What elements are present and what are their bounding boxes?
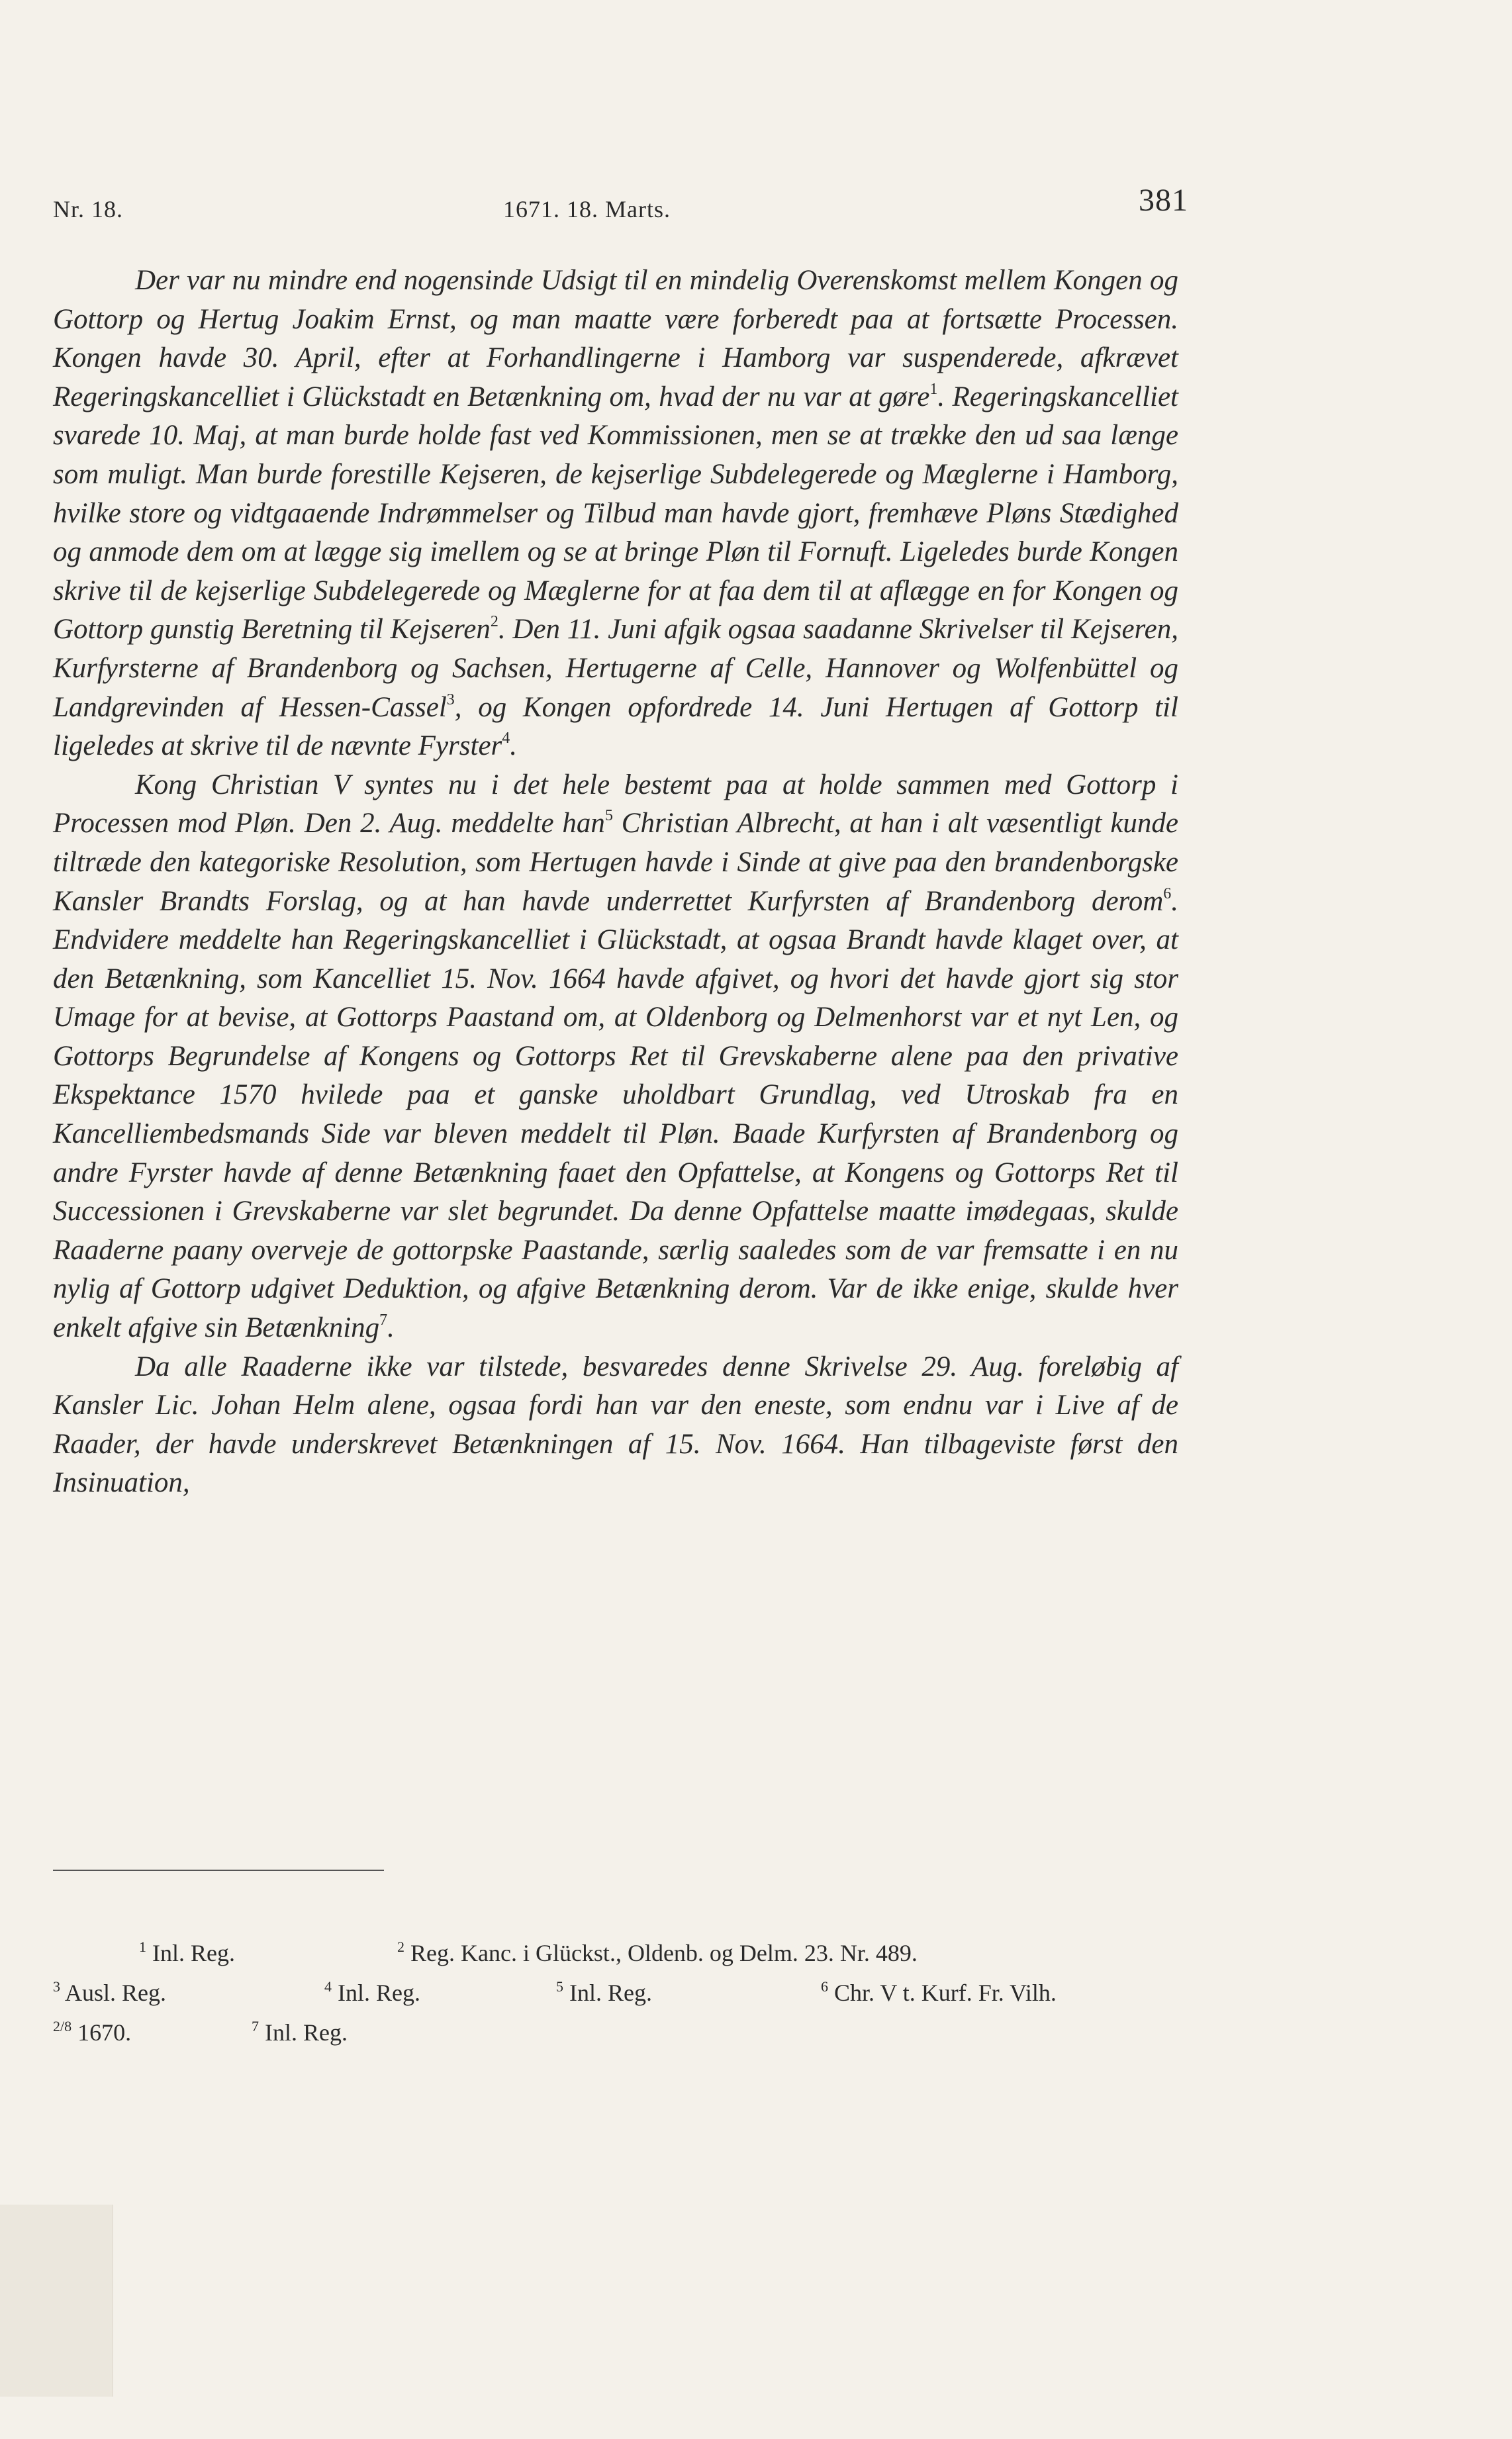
- footnote-4: $^4$ Inl. Reg.: [324, 1978, 420, 2006]
- main-text: [53, 262, 1178, 1503]
- footnote-ref: 2: [490, 613, 498, 631]
- footnote-6-cont: $^{2/8}$ 1670.: [53, 2018, 132, 2046]
- paragraph-text: Kong Christian V syntes nu i det hele bestemt paa at holde sammen med Gottorp i Processen mod Pløn. Den 2. Aug. meddelte han: [53, 769, 1178, 839]
- paragraph-text: Christian Albrecht, at han i alt væsentligt kunde tiltræde den kategoriske Resolution, som Hertugen havde i Sinde at give paa den brandenborgske Kansler Brandts Forslag, og at han havde underrettet Kurfyrsten af Brandenborg derom: [53, 808, 1178, 917]
- paragraph-text: . Den 11. Juni afgik ogsaa saadanne Skrivelser til Kejseren, Kurfyrsterne af Brandenborg og Sachsen, Hertugerne af Celle, Hannover og Wolfenbüttel og Landgrevinden af Hessen-Cassel: [53, 614, 1179, 723]
- footnote-ref: 5: [604, 807, 613, 825]
- footnote-ref: 3: [446, 691, 455, 708]
- footnotes: [53, 1933, 1178, 2052]
- footnote-row: [53, 2013, 1178, 2052]
- footnote-1: $^1$ Inl. Reg.: [139, 1938, 235, 1966]
- scan-artifact: [0, 2205, 113, 2397]
- footnote-ref: 1: [929, 380, 938, 398]
- footnote-ref: 4: [502, 730, 510, 747]
- paragraph-text: . Endvidere meddelte han Regeringskancelliet i Glückstadt, at ogsaa Brandt havde klaget over, at den Betænkning, som Kancelliet 15. Nov. 1664 havde afgivet, og hvori det havde gjort sig stor Umage for at bevise, at Gottorps Paastand om, at Oldenborg og Delmenhorst var et nyt Len, og Gottorps Begrundelse af Kongens og Gottorps Ret til Grevskaberne alene paa den privative Ekspektance 1570 hvilede paa et ganske uholdbart Grundlag, ved Utroskab fra en Kancelliembedsmands Side var bleven meddelt til Pløn. Baade Kurfyrsten af Brandenborg og andre Fyrster havde af denne Betænkning faaet den Opfattelse, at Kongens og Gottorps Ret til Successionen i Grevskaberne var slet begrundet. Da denne Opfattelse maatte imødegaas, skulde Raaderne paany overveje de gottorpske Paastande, særlig saaledes som de var fremsatte i en nu nylig af Gottorp udgivet Deduktion, og afgive Betænkning derom. Var de ikke enige, skulde hver enkelt afgive sin Betænkning: [53, 885, 1178, 1344]
- footnote-3: $^3$ Ausl. Reg.: [53, 1978, 167, 2006]
- footnote-ref: 7: [379, 1312, 388, 1329]
- footnote-5: $^5$ Inl. Reg.: [556, 1978, 652, 2006]
- document-number: Nr. 18.: [53, 196, 123, 222]
- footnote-6: $^6$ Chr. V t. Kurf. Fr. Vilh.: [821, 1978, 1057, 2006]
- footnote-7: $^7$ Inl. Reg.: [252, 2018, 348, 2046]
- paragraph: [53, 766, 1178, 1348]
- paragraph-text: , og Kongen opfordrede 14. Juni Hertugen af Gottorp til ligeledes at skrive til de nævnte Fyrster: [53, 691, 1178, 762]
- header-date: 1671. 18. Marts.: [503, 196, 671, 222]
- paragraph-text: Da alle Raaderne ikke var tilstede, besvaredes denne Skrivelse 29. Aug. foreløbig af Kansler Lic. Johan Helm alene, ogsaa fordi han var den eneste, som endnu var i Live af de Raader, der havde underskrevet Betænkningen af 15. Nov. 1664. Han tilbageviste først den Insinuation,: [53, 1351, 1178, 1499]
- footnote-row: [53, 1933, 1178, 1973]
- footnote-ref: 6: [1163, 885, 1172, 902]
- paragraph-text: .: [510, 730, 518, 762]
- paragraph: [53, 262, 1178, 766]
- footnote-2: $^2$ Reg. Kanc. i Glückst., Oldenb. og Delm. 23. Nr. 489.: [397, 1938, 918, 1966]
- page-number: 381: [1139, 183, 1188, 218]
- paragraph-text: Der var nu mindre end nogensinde Udsigt til en mindelig Overenskomst mellem Kongen og Gottorp og Hertug Joakim Ernst, og man maatte være forberedt paa at fortsætte Processen. Kongen havde 30. April, efter at Forhandlingerne i Hamborg var suspenderede, afkrævet Regeringskancelliet i Glückstadt en Betænkning om, hvad der nu var at gøre: [53, 265, 1178, 412]
- footnote-divider: [53, 1870, 384, 1871]
- paragraph: [53, 1348, 1178, 1503]
- paragraph-text: . Regeringskancelliet svarede 10. Maj, at man burde holde fast ved Kommissionen, men se at trække den ud saa længe som muligt. Man burde forestille Kejseren, de kejserlige Subdelegerede og Mæglerne i Hamborg, hvilke store og vidtgaaende Indrømmelser og Tilbud man havde gjort, fremhæve Pløns Stædighed og anmode dem om at lægge sig imellem og se at bringe Pløn til Fornuft. Ligeledes burde Kongen skrive til de kejserlige Subdelegerede og Mæglerne for at faa dem til at aflægge en for Kongen og Gottorp gunstig Beretning til Kejseren: [53, 381, 1178, 646]
- paragraph-text: .: [387, 1312, 395, 1344]
- footnote-row: [53, 1973, 1178, 2013]
- running-header: [53, 183, 1188, 228]
